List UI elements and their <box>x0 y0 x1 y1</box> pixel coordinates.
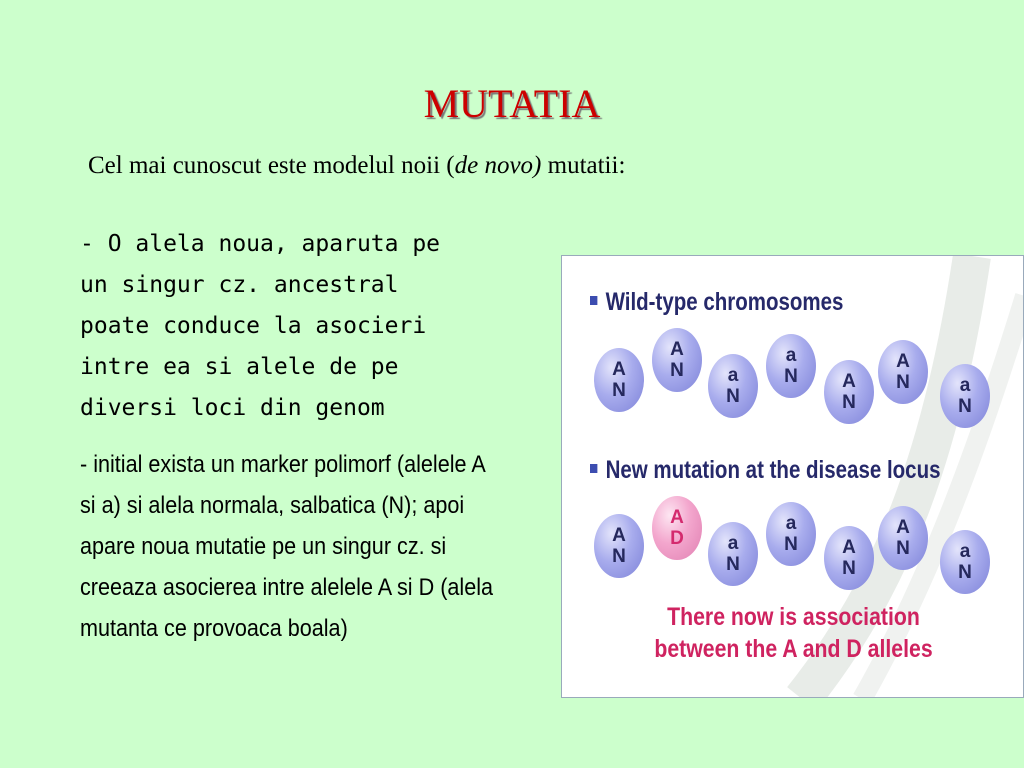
chromosome <box>824 526 874 590</box>
chromosome-allele-bottom: N <box>842 392 856 413</box>
heading-wild-type <box>590 288 843 317</box>
chromosome-allele-top: A <box>842 371 856 392</box>
subtitle-italic-term: de novo) <box>454 152 542 179</box>
chromosome-allele-top: a <box>959 375 971 396</box>
chromosome <box>824 360 874 424</box>
chromosome <box>594 514 644 578</box>
chromosome-allele-top: a <box>727 533 739 554</box>
chromosome <box>940 530 990 594</box>
chromosome-allele-top: A <box>670 339 684 360</box>
chromosome-allele-top: a <box>785 345 797 366</box>
heading-new-mutation-label: New mutation at the disease locus <box>605 456 941 484</box>
chromosome-allele-top: a <box>785 513 797 534</box>
chromosome-figure <box>561 255 1024 698</box>
chromosome-allele-bottom: N <box>784 534 798 555</box>
square-bullet-icon <box>590 464 597 473</box>
paragraph-new-allele: - O alela noua, aparuta pe un singur cz. ancestral poate conduce la asocieri intre ea si alele de pe diversi loci din genom <box>80 231 441 421</box>
square-bullet-icon <box>590 296 597 305</box>
association-note-line2: between the A and D alleles <box>654 635 933 663</box>
chromosome-allele-bottom: N <box>896 372 910 393</box>
chromosome-allele-bottom: N <box>612 546 626 567</box>
paragraph-marker-explanation: - initial exista un marker polimorf (alelele A si a) si alela normala, salbatica (N); apoi apare noua mutatie pe un singur cz. si creeaza asocierea intre alelele A si D (alela mutanta ce provoaca boala) <box>80 451 494 642</box>
chromosome <box>708 522 758 586</box>
chromosome-allele-bottom: N <box>612 380 626 401</box>
subtitle-text-end: mutatii: <box>541 152 626 179</box>
association-note <box>597 601 991 665</box>
heading-new-mutation <box>590 456 940 485</box>
chromosome-allele-bottom: N <box>726 386 740 407</box>
chromosome-allele-top: A <box>896 351 910 372</box>
chromosome <box>766 334 816 398</box>
chromosome <box>878 340 928 404</box>
chromosome-allele-bottom: N <box>784 366 798 387</box>
chromosome <box>708 354 758 418</box>
chromosome-allele-top: a <box>959 541 971 562</box>
chromosome <box>652 328 702 392</box>
heading-wild-type-label: Wild-type chromosomes <box>605 288 844 316</box>
chromosome-allele-bottom: N <box>958 396 972 417</box>
chromosome-allele-top: A <box>612 359 626 380</box>
subtitle-text-start: Cel mai cunoscut este modelul noii ( <box>88 152 455 179</box>
chromosome-allele-top: A <box>842 537 856 558</box>
chromosome <box>878 506 928 570</box>
slide-subtitle <box>88 152 625 180</box>
chromosome-allele-top: A <box>612 525 626 546</box>
chromosome-allele-bottom: N <box>670 360 684 381</box>
chromosome-allele-top: A <box>670 507 684 528</box>
chromosome <box>594 348 644 412</box>
chromosome-allele-bottom: N <box>842 558 856 579</box>
association-note-line1: There now is association <box>667 603 920 631</box>
chromosome-allele-top: a <box>727 365 739 386</box>
chromosome <box>766 502 816 566</box>
chromosome-allele-top: A <box>896 517 910 538</box>
chromosome-allele-bottom: D <box>670 528 684 549</box>
chromosome-allele-bottom: N <box>726 554 740 575</box>
chromosome-allele-bottom: N <box>958 562 972 583</box>
mutant-chromosome <box>652 496 702 560</box>
slide-title: MUTATIA <box>423 81 601 126</box>
chromosome <box>940 364 990 428</box>
chromosome-allele-bottom: N <box>896 538 910 559</box>
